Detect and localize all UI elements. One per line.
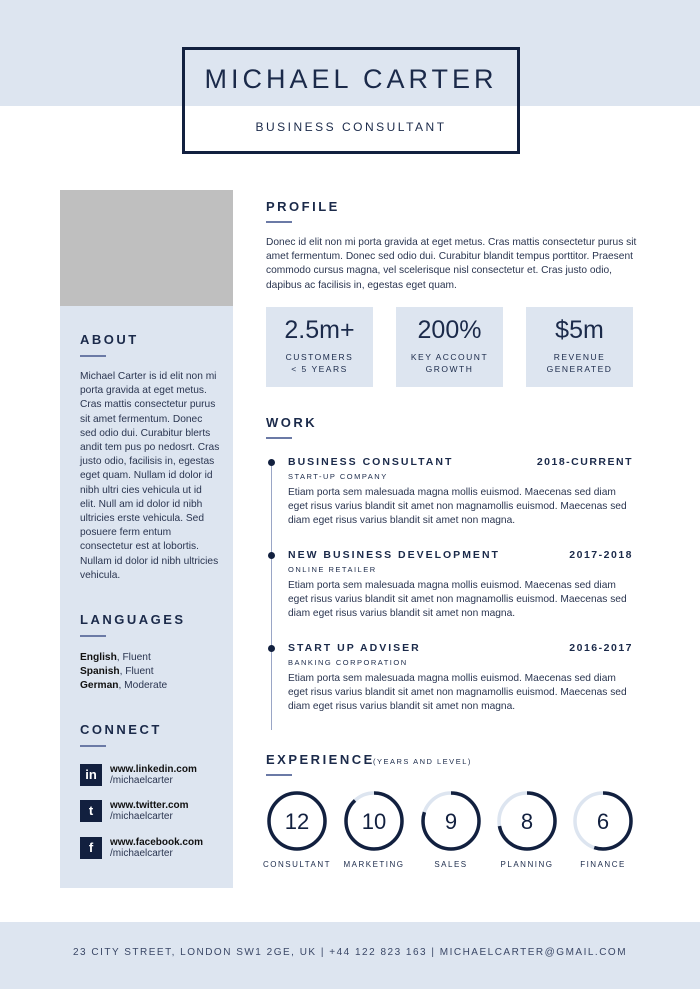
- stat-label: CUSTOMERS < 5 YEARS: [285, 352, 354, 374]
- experience-ring: [572, 790, 634, 852]
- sidebar: [60, 190, 233, 888]
- ring-years: 12: [284, 809, 310, 834]
- job-description: Etiam porta sem malesuada magna mollis euismod. Maecenas sed diam eget risus varius blandit sit amet non magnamollis euismod. Maecenas sed diam eget risus varius blandit sit amet non magna.: [288, 487, 627, 527]
- job-dates: 2017-2018: [569, 549, 633, 561]
- about-text: Michael Carter is id elit non mi porta gravida at eget metus. Cras mattis consectetur purus sit amet fermentum. Donec sed odio dui. Curabitur blerts andit tem pus po nedosrt. Cras justo odio, facilisis in, egestas eget quam. Nullam id dolor id nibh ultri cies vehicula ut id elit. Null am id dolor id nibh ultricies erste vehicula. Sed posuere ferm entum consectetur est at lobortis. Nullam id dolor id nibh ultricies vehicula.: [80, 371, 220, 581]
- footer: [0, 922, 700, 989]
- connect-handle: /michaelcarter: [110, 811, 173, 822]
- profile-heading: PROFILE: [266, 199, 340, 214]
- connect-heading: CONNECT: [80, 722, 162, 737]
- connect-twitter[interactable]: [80, 800, 230, 826]
- facebook-icon: f: [80, 837, 102, 859]
- language-item: Spanish, Fluent: [80, 666, 154, 678]
- ring-years: 9: [444, 809, 458, 834]
- languages-rule: [80, 635, 106, 637]
- stat-value: 200%: [417, 316, 482, 344]
- candidate-name: MICHAEL CARTER: [204, 64, 498, 94]
- job-description: Etiam porta sem malesuada magna mollis euismod. Maecenas sed diam eget risus varius blandit sit amet non magnamollis euismod. Maecenas sed diam eget risus varius blandit sit amet non magna.: [288, 580, 627, 620]
- profile-text: Donec id elit non mi porta gravida at eget metus. Cras mattis consectetur purus sit amet fermentum. Donec sed odio dui. Curabitur blandit tempus porttitor. Praesent commodo cursus magna, vel scelerisque nisl consectetur et. Cras justo odio, dapibus ac facilisis in, egestas eget quam.: [266, 237, 637, 291]
- experience-ring: [496, 790, 558, 852]
- connect-handle: /michaelcarter: [110, 775, 173, 786]
- job-dates: 2016-2017: [569, 642, 633, 654]
- name-box: [182, 47, 520, 154]
- stat-label: REVENUE GENERATED: [546, 352, 613, 374]
- language-item: English, Fluent: [80, 652, 151, 663]
- profile-rule: [266, 221, 292, 223]
- connect-site[interactable]: www.facebook.com: [110, 837, 203, 848]
- work-heading: WORK: [266, 415, 318, 430]
- connect-site[interactable]: www.linkedin.com: [110, 764, 197, 775]
- about-rule: [80, 355, 106, 357]
- experience-ring: [266, 790, 328, 852]
- timeline-dot: [268, 552, 275, 559]
- ring-label: PLANNING: [500, 860, 554, 869]
- profile-photo-placeholder: [60, 190, 233, 306]
- connect-facebook[interactable]: [80, 837, 230, 863]
- languages-list: [80, 651, 230, 694]
- stat-label: KEY ACCOUNT GROWTH: [410, 352, 489, 374]
- ring-years: 6: [596, 809, 610, 834]
- timeline-dot: [268, 645, 275, 652]
- work-timeline: [271, 462, 272, 730]
- experience-subheading: (YEARS AND LEVEL): [373, 757, 472, 766]
- languages-heading: LANGUAGES: [80, 612, 186, 627]
- job-description: Etiam porta sem malesuada magna mollis euismod. Maecenas sed diam eget risus varius blandit sit amet non magnamollis euismod. Maecenas sed diam eget risus varius blandit sit amet non magna.: [288, 673, 627, 713]
- connect-linkedin[interactable]: [80, 764, 230, 790]
- linkedin-icon: in: [80, 764, 102, 786]
- footer-contact: 23 CITY STREET, LONDON SW1 2GE, UK | +44 122 823 163 | MICHAELCARTER@GMAIL.COM: [72, 947, 628, 958]
- about-heading: ABOUT: [80, 332, 139, 347]
- job-dates: 2018-CURRENT: [536, 456, 633, 468]
- experience-ring: [420, 790, 482, 852]
- job-title: NEW BUSINESS DEVELOPMENT: [288, 549, 500, 561]
- timeline-dot: [268, 459, 275, 466]
- experience-rule: [266, 774, 292, 776]
- ring-label: FINANCE: [580, 860, 626, 869]
- stat-value: $5m: [555, 316, 604, 344]
- stat-value: 2.5m+: [284, 316, 355, 344]
- stat-card: [396, 307, 503, 387]
- job-title: BUSINESS CONSULTANT: [288, 456, 454, 468]
- job-company: ONLINE RETAILER: [288, 565, 377, 574]
- job-title: START UP ADVISER: [288, 642, 421, 654]
- connect-site[interactable]: www.twitter.com: [110, 800, 189, 811]
- ring-label: MARKETING: [343, 860, 405, 869]
- work-rule: [266, 437, 292, 439]
- connect-handle: /michaelcarter: [110, 848, 173, 859]
- experience-heading: EXPERIENCE: [266, 752, 375, 767]
- ring-label: CONSULTANT: [262, 860, 332, 869]
- twitter-icon: t: [80, 800, 102, 822]
- ring-years: 8: [520, 809, 534, 834]
- experience-ring: [343, 790, 405, 852]
- job-company: START-UP COMPANY: [288, 472, 388, 481]
- connect-rule: [80, 745, 106, 747]
- ring-years: 10: [361, 809, 387, 834]
- stat-card: [526, 307, 633, 387]
- job-company: BANKING CORPORATION: [288, 658, 408, 667]
- ring-label: SALES: [434, 860, 468, 869]
- language-item: German, Moderate: [80, 680, 168, 692]
- stat-card: [266, 307, 373, 387]
- candidate-role: BUSINESS CONSULTANT: [255, 120, 447, 134]
